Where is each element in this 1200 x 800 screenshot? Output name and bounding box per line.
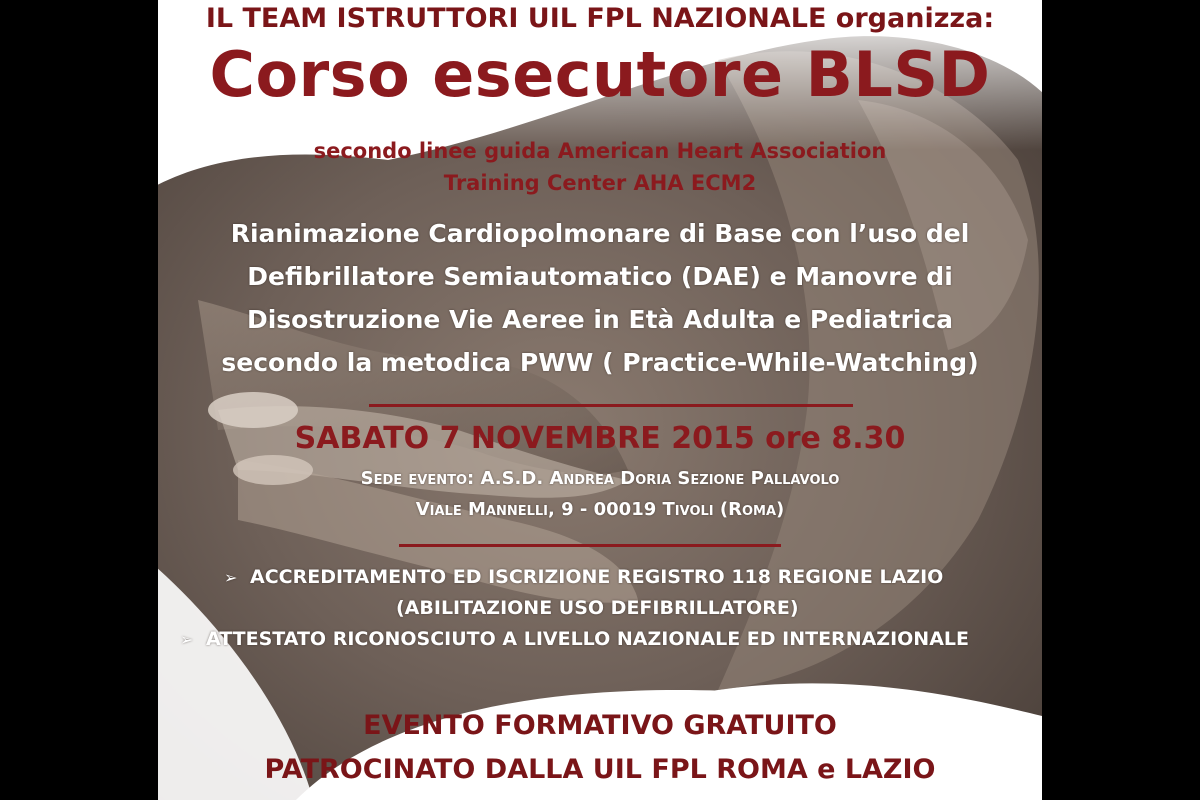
- description-line-4: secondo la metodica PWW ( Practice-While-Watching): [221, 348, 979, 377]
- subtitle-line-2: Training Center AHA ECM2: [443, 171, 757, 195]
- arrow-right-icon: ➢: [224, 568, 238, 587]
- organizer-line: IL TEAM ISTRUTTORI UIL FPL NAZIONALE organizza:: [205, 3, 995, 34]
- course-title: Corso esecutore BLSD: [209, 38, 991, 111]
- subtitle-line-1: secondo linee guida American Heart Association: [313, 139, 887, 163]
- description-line-1: Rianimazione Cardiopolmonare di Base con l’uso del: [230, 219, 970, 248]
- divider-bottom: [399, 544, 781, 547]
- description-line-2: Defibrillatore Semiautomatico (DAE) e Manovre di: [247, 262, 953, 291]
- footer-line-2: PATROCINATO DALLA UIL FPL ROMA e LAZIO: [264, 754, 936, 785]
- event-poster: [158, 0, 1042, 800]
- hands-photo: [158, 0, 1042, 800]
- list-item-continuation: [396, 597, 799, 619]
- event-date: SABATO 7 NOVEMBRE 2015 ore 8.30: [294, 421, 906, 456]
- list-item-text: ATTESTATO RICONOSCIUTO A LIVELLO NAZIONALE ED INTERNAZIONALE: [206, 628, 969, 650]
- list-item: [180, 628, 969, 650]
- list-item-text: ACCREDITAMENTO ED ISCRIZIONE REGISTRO 118 REGIONE LAZIO: [250, 566, 944, 588]
- arrow-right-icon: ➢: [180, 630, 194, 649]
- event-venue: Sede evento: A.S.D. Andrea Doria Sezione Pallavolo: [360, 468, 840, 489]
- event-address: Viale Mannelli, 9 - 00019 Tivoli (Roma): [415, 499, 785, 520]
- description-line-3: Disostruzione Vie Aeree in Età Adulta e Pediatrica: [246, 305, 954, 334]
- list-item: [224, 566, 943, 588]
- divider-top: [369, 404, 853, 407]
- footer-line-1: EVENTO FORMATIVO GRATUITO: [363, 710, 837, 741]
- list-item-text: (ABILITAZIONE USO DEFIBRILLATORE): [396, 597, 799, 619]
